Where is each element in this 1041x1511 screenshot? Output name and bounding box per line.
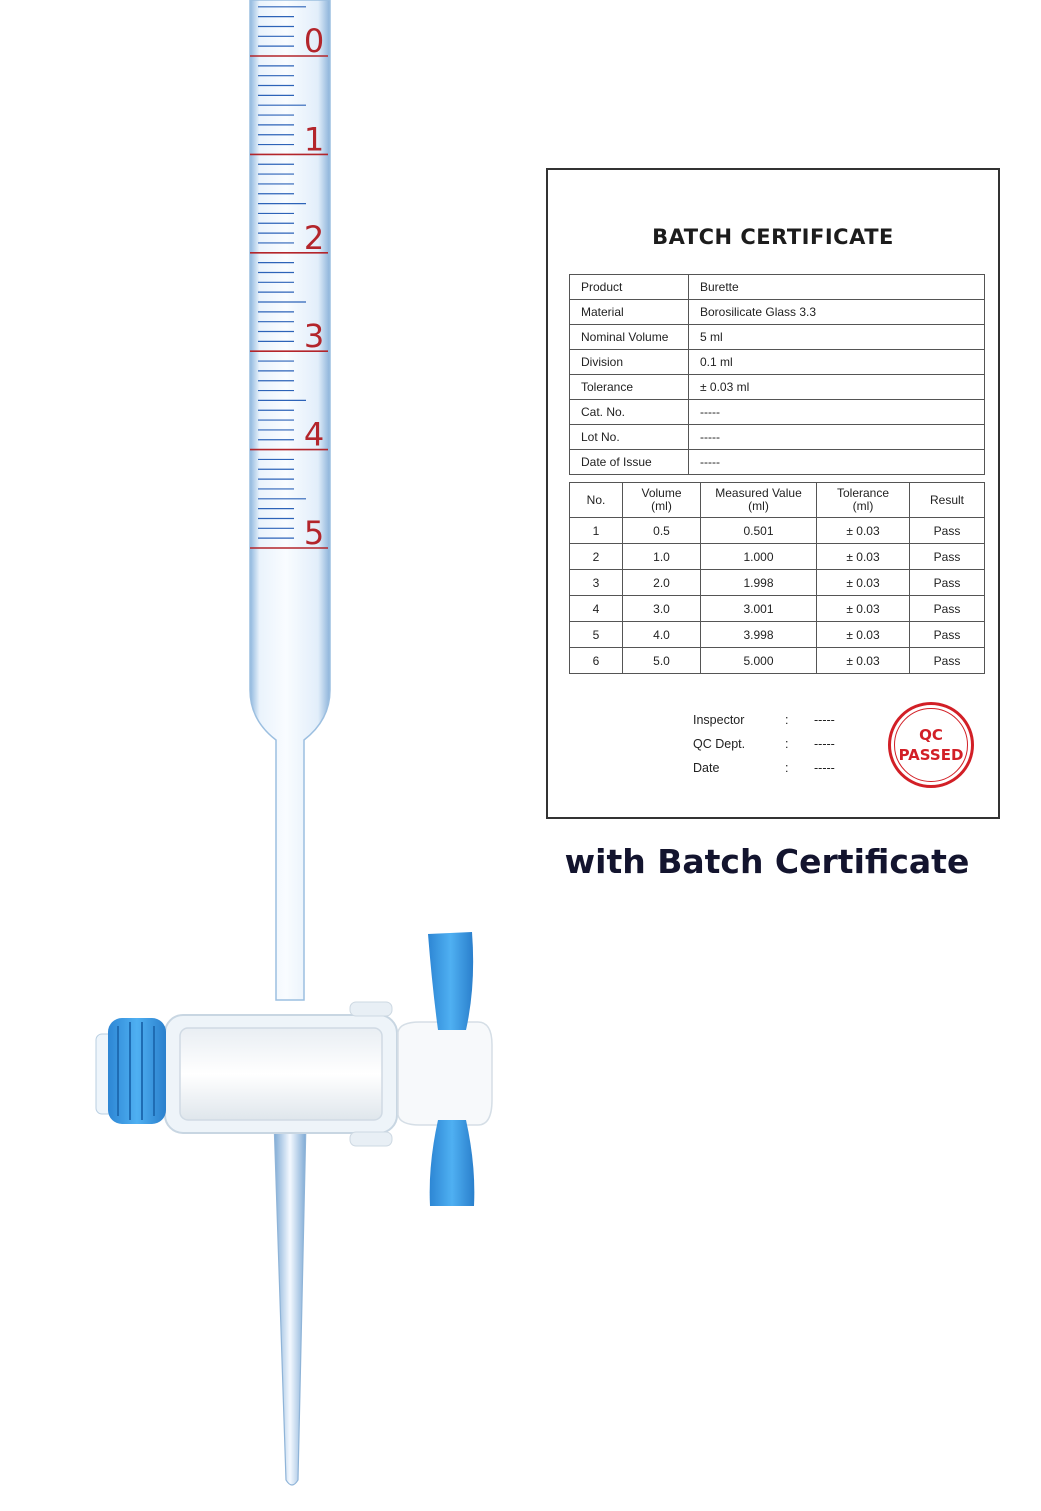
burette-tip xyxy=(274,1120,306,1485)
info-row xyxy=(570,300,985,325)
signature-row xyxy=(693,713,863,737)
caption-text: with Batch Certificate xyxy=(564,842,970,881)
cell-tolerance: ± 0.03 xyxy=(817,648,910,674)
cell-no: 3 xyxy=(570,570,623,596)
info-label: Cat. No. xyxy=(570,400,689,425)
signature-label: Inspector xyxy=(693,713,745,727)
cell-tolerance: ± 0.03 xyxy=(817,518,910,544)
cell-no: 1 xyxy=(570,518,623,544)
cell-result: Pass xyxy=(910,596,985,622)
info-row xyxy=(570,325,985,350)
info-value: ----- xyxy=(689,400,985,425)
info-label: Nominal Volume xyxy=(570,325,689,350)
cell-measured: 1.000 xyxy=(701,544,817,570)
table-row xyxy=(570,596,985,622)
header-tolerance: Tolerance (ml) xyxy=(817,483,910,518)
info-row xyxy=(570,450,985,475)
table-row xyxy=(570,622,985,648)
cell-no: 5 xyxy=(570,622,623,648)
cell-tolerance: ± 0.03 xyxy=(817,596,910,622)
info-label: Date of Issue xyxy=(570,450,689,475)
signature-value: ----- xyxy=(814,713,835,727)
cell-measured: 5.000 xyxy=(701,648,817,674)
cell-result: Pass xyxy=(910,622,985,648)
info-value: 0.1 ml xyxy=(689,350,985,375)
table-row xyxy=(570,544,985,570)
cell-result: Pass xyxy=(910,570,985,596)
cell-measured: 3.001 xyxy=(701,596,817,622)
table-row xyxy=(570,570,985,596)
cell-measured: 3.998 xyxy=(701,622,817,648)
info-value: ± 0.03 ml xyxy=(689,375,985,400)
signature-colon: : xyxy=(785,713,789,727)
results-table xyxy=(569,482,985,674)
cell-measured: 0.501 xyxy=(701,518,817,544)
info-row xyxy=(570,400,985,425)
cell-volume: 3.0 xyxy=(623,596,701,622)
info-label: Lot No. xyxy=(570,425,689,450)
info-label: Product xyxy=(570,275,689,300)
cell-tolerance: ± 0.03 xyxy=(817,570,910,596)
cell-no: 4 xyxy=(570,596,623,622)
info-label: Tolerance xyxy=(570,375,689,400)
info-label: Material xyxy=(570,300,689,325)
cell-result: Pass xyxy=(910,544,985,570)
batch-certificate xyxy=(546,168,1000,819)
info-value: 5 ml xyxy=(689,325,985,350)
info-value: ----- xyxy=(689,450,985,475)
qc-passed-stamp xyxy=(888,702,974,788)
certificate-info-table xyxy=(569,274,985,475)
stamp-line-2: PASSED xyxy=(898,746,964,764)
signature-colon: : xyxy=(785,737,789,751)
stamp-line-1: QC xyxy=(919,726,943,744)
scale-label: 4 xyxy=(303,415,325,454)
signature-block xyxy=(693,713,863,785)
cell-measured: 1.998 xyxy=(701,570,817,596)
header-volume: Volume (ml) xyxy=(623,483,701,518)
cell-no: 2 xyxy=(570,544,623,570)
info-row xyxy=(570,350,985,375)
signature-row xyxy=(693,737,863,761)
cell-tolerance: ± 0.03 xyxy=(817,622,910,648)
cell-volume: 1.0 xyxy=(623,544,701,570)
cell-no: 6 xyxy=(570,648,623,674)
scale-label: 1 xyxy=(303,120,325,159)
header-result: Result xyxy=(910,483,985,518)
cell-tolerance: ± 0.03 xyxy=(817,544,910,570)
signature-value: ----- xyxy=(814,737,835,751)
results-header-row xyxy=(570,483,985,518)
scale-label: 2 xyxy=(303,218,325,257)
cell-volume: 2.0 xyxy=(623,570,701,596)
info-row xyxy=(570,375,985,400)
cell-volume: 5.0 xyxy=(623,648,701,674)
signature-row xyxy=(693,761,863,785)
info-row xyxy=(570,275,985,300)
info-value: ----- xyxy=(689,425,985,450)
cell-result: Pass xyxy=(910,518,985,544)
scale-label: 3 xyxy=(303,317,325,356)
cell-volume: 0.5 xyxy=(623,518,701,544)
info-value: Burette xyxy=(689,275,985,300)
header-measured-value: Measured Value (ml) xyxy=(701,483,817,518)
signature-label: QC Dept. xyxy=(693,737,746,751)
table-row xyxy=(570,648,985,674)
info-value: Borosilicate Glass 3.3 xyxy=(689,300,985,325)
signature-value: ----- xyxy=(814,761,835,775)
scale-label: 5 xyxy=(303,514,325,552)
signature-colon: : xyxy=(785,761,789,775)
table-row xyxy=(570,518,985,544)
scale-label: 0 xyxy=(303,22,325,60)
certificate-title: BATCH CERTIFICATE xyxy=(652,225,894,249)
signature-label: Date xyxy=(693,761,720,775)
info-row xyxy=(570,425,985,450)
cell-volume: 4.0 xyxy=(623,622,701,648)
info-label: Division xyxy=(570,350,689,375)
cell-result: Pass xyxy=(910,648,985,674)
header-no: No. xyxy=(570,483,623,518)
stopcock-nut[interactable] xyxy=(96,1018,166,1124)
